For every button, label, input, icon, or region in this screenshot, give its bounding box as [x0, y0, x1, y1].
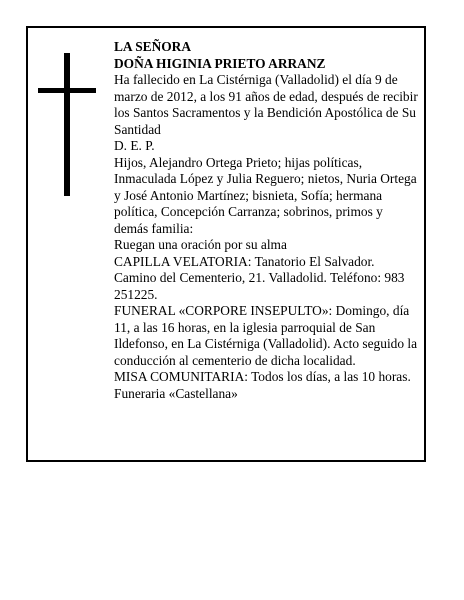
cross-vertical-bar	[64, 53, 70, 196]
cross-horizontal-bar	[38, 88, 96, 93]
obituary-text	[114, 39, 420, 402]
deceased-name: DOÑA HIGINIA PRIETO ARRANZ	[114, 55, 326, 71]
honorific: LA SEÑORA	[114, 39, 192, 54]
funeral-home: Funeraria «Castellana»	[114, 385, 238, 401]
funeral-info: FUNERAL «CORPORE INSEPULTO»: Domingo, día 11, a las 16 horas, en la iglesia parroquial de San Ildefonso, en La Cistérniga (Valladolid). Acto seguido la conducción al cementerio de dicha localidad.	[114, 303, 418, 368]
death-statement: Ha fallecido en La Cistérniga (Valladolid) el día 9 de marzo de 2012, a los 91 años de edad, después de recibir los Santos Sacramentos y la Bendición Apostólica de Su Santidad	[114, 72, 418, 137]
prayer-request: Ruegan una oración por su alma	[114, 237, 287, 252]
dep-line: D. E. P.	[114, 138, 155, 153]
mass-info: MISA COMUNITARIA: Todos los días, a las 10 horas.	[114, 369, 411, 384]
chapel-info: CAPILLA VELATORIA: Tanatorio El Salvador. Camino del Cementerio, 21. Valladolid. Teléfono: 983 251225.	[114, 253, 405, 302]
cross-icon	[38, 53, 96, 196]
family-list: Hijos, Alejandro Ortega Prieto; hijas políticas, Inmaculada López y Julia Reguero; nietos, Nuria Ortega y José Antonio Martínez; bisnieta, Sofía; hermana política, Concepción Carranza; sobrinos, primos y demás familia:	[114, 154, 417, 236]
